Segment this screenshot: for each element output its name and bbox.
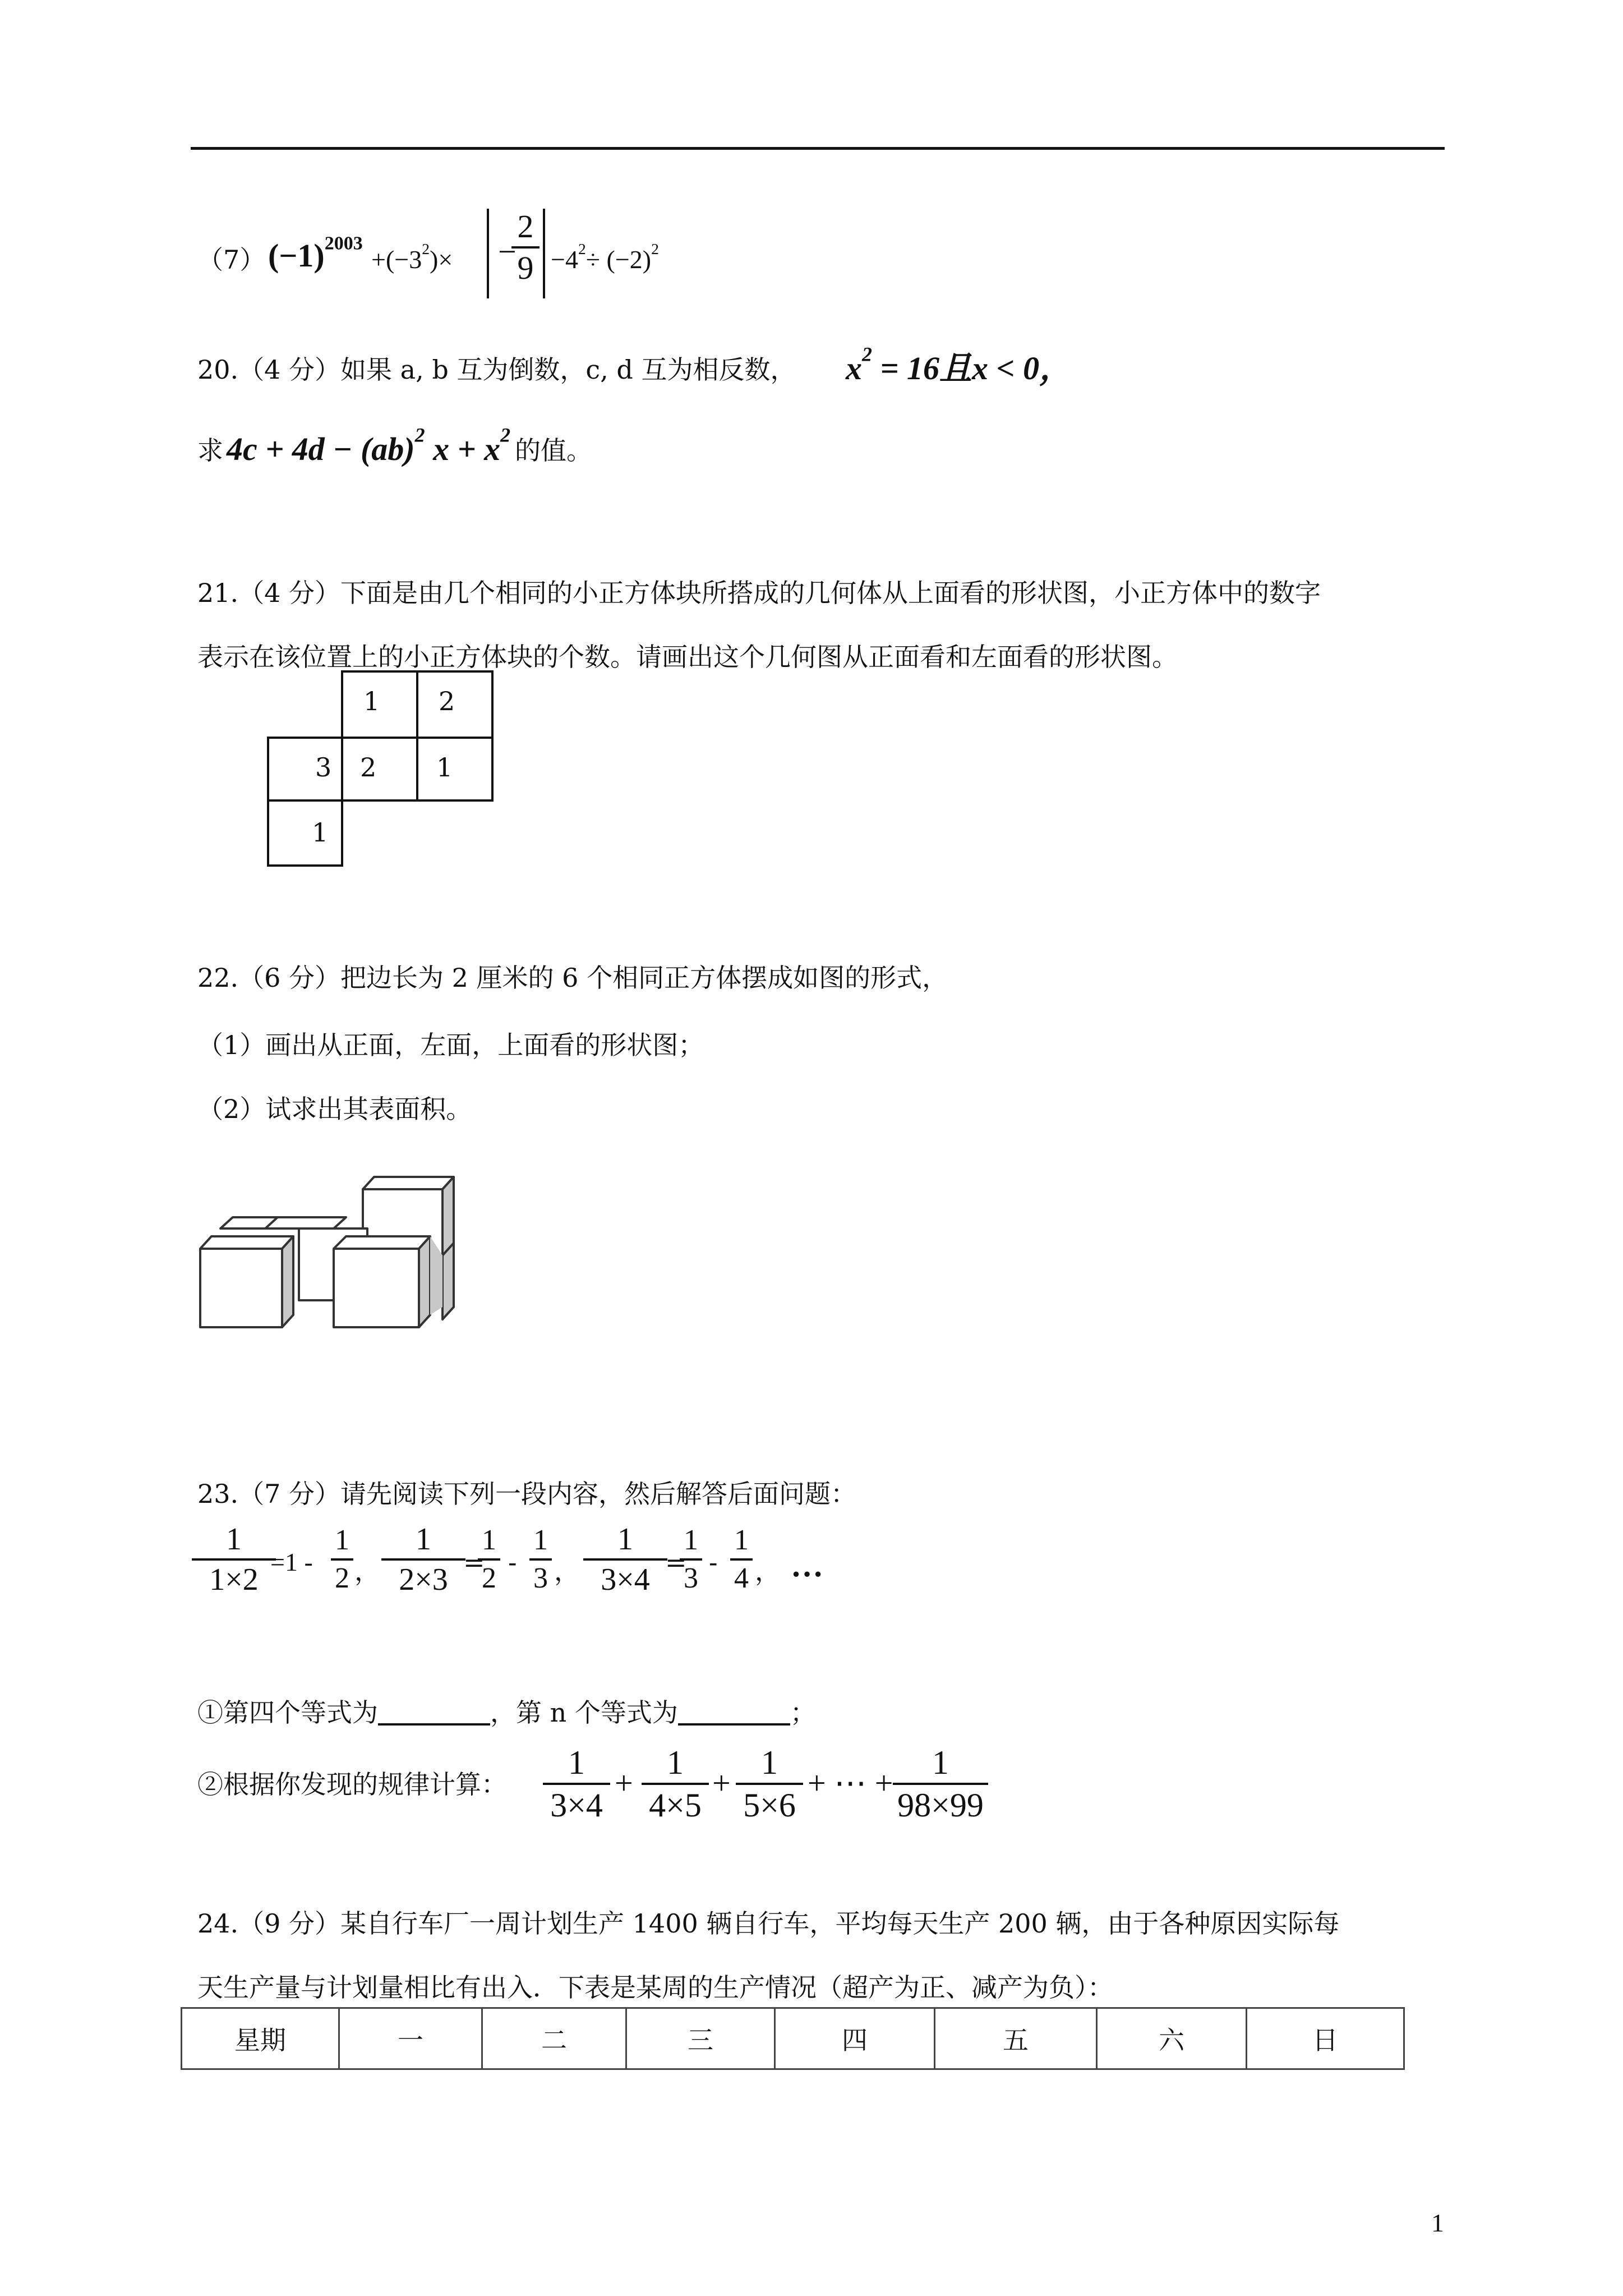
table-cell-wed: 三 xyxy=(626,2008,775,2069)
q23-plus-1: + xyxy=(615,1765,633,1801)
q23-eq3-eq: = xyxy=(665,1547,687,1577)
q22-cube-figure xyxy=(199,1144,457,1337)
q22-line2: （1）画出从正面，左面，上面看的形状图； xyxy=(197,1030,704,1060)
q23-eq1-rhs-frac: 1 2 xyxy=(331,1526,353,1593)
q23-ellipsis: … xyxy=(791,1547,823,1584)
q7-part-d: $-4^2\div (-2)^2$ xyxy=(551,240,659,274)
q20-line2-post: 的值。 xyxy=(515,435,592,466)
q23-sum-term-1: 1 3×4 xyxy=(543,1746,610,1822)
q23-comma-3: ， xyxy=(755,1556,781,1586)
q7-abs-left xyxy=(487,209,489,298)
grid-cell-r2c1: 3 xyxy=(315,752,332,783)
q24-line2: 天生产量与计划量相比有出入．下表是某周的生产情况（超产为正、减产为负）： xyxy=(197,1972,1113,2003)
q23-comma-1: ， xyxy=(354,1556,380,1586)
grid-cell-r2c3: 1 xyxy=(436,752,453,783)
cubes-svg xyxy=(199,1144,457,1335)
q23-comma-2: ， xyxy=(554,1556,580,1586)
q23-eq1-lhs: 1 1×2 xyxy=(192,1524,276,1595)
q7-frac-sign: − xyxy=(498,233,517,270)
q23-sum-last: 1 98×99 xyxy=(893,1746,988,1822)
q7-abs-right xyxy=(543,209,545,298)
q23-item2-label: ②根据你发现的规律计算： xyxy=(197,1769,507,1800)
q23-item1: ①第四个等式为 ，第 n 个等式为 ； xyxy=(197,1697,816,1728)
q21-line1: 21.（4 分）下面是由几个相同的小正方体块所搭成的几何体从上面看的形状图，小正方体中的数字 xyxy=(197,578,1321,608)
table-cell-header: 星期 xyxy=(182,2008,339,2069)
q23-eq3-lhs: 1 3×4 xyxy=(583,1524,667,1595)
q23-plus-2: + xyxy=(712,1765,731,1801)
q23-sum-term-2: 1 4×5 xyxy=(642,1746,709,1822)
table-cell-thu: 四 xyxy=(775,2008,935,2069)
q7-part-a: $(-1)^{2003}$ xyxy=(268,233,363,274)
q20-condition: $x^2 = 16$且x < 0， xyxy=(846,343,1072,386)
q21-line2: 表示在该位置上的小正方体块的个数。请画出这个几何图从正面看和左面看的形状图。 xyxy=(197,642,1178,672)
q23-eq2-b: 1 3 xyxy=(529,1526,552,1593)
table-row xyxy=(182,2008,1404,2069)
grid-cell-r3c1: 1 xyxy=(312,817,329,848)
table-cell-sat: 六 xyxy=(1097,2008,1247,2069)
q7-fraction: 2 9 xyxy=(511,210,540,284)
q23-eq3-b: 1 4 xyxy=(730,1526,753,1593)
q21-grid-svg xyxy=(267,670,502,895)
grid-cell-r1c3: 2 xyxy=(439,686,455,716)
q24-line1: 24.（9 分）某自行车厂一周计划生产 1400 辆自行车，平均每天生产 200 辆，由于各种原因实际每 xyxy=(197,1908,1340,1939)
q20-expression: 4c + 4d − (ab)$^2$ $x + x^2$ xyxy=(227,424,511,467)
q23-eq2-eq: = xyxy=(463,1547,485,1577)
q20-line1: 20.（4 分）如果 a, b 互为倒数，c, d 互为相反数， xyxy=(197,355,796,385)
grid-cell-r2c2: 2 xyxy=(360,752,377,783)
q23-eq3-a: 1 3 xyxy=(680,1526,702,1593)
grid-cell-r1c2: 1 xyxy=(363,686,380,716)
q22-line3: （2）试求出其表面积。 xyxy=(197,1094,472,1124)
q21-top-view-grid xyxy=(267,670,502,897)
table-cell-tue: 二 xyxy=(482,2008,626,2069)
table-cell-mon: 一 xyxy=(339,2008,482,2069)
q23-eq1-rhs: =1 - xyxy=(270,1548,313,1576)
q22-line1: 22.（6 分）把边长为 2 厘米的 6 个相同正方体摆成如图的形式， xyxy=(197,963,948,993)
q23-sum-term-3: 1 5×6 xyxy=(736,1746,803,1822)
q23-blank-nth[interactable] xyxy=(678,1701,790,1726)
page-number: 1 xyxy=(1431,2208,1444,2237)
q23-eq2-a: 1 2 xyxy=(478,1526,500,1593)
q23-eq2-minus: - xyxy=(508,1547,517,1577)
q23-line1: 23.（7 分）请先阅读下列一段内容，然后解答后面问题： xyxy=(197,1479,857,1509)
table-cell-fri: 五 xyxy=(935,2008,1097,2069)
q23-dots: + ⋯ + xyxy=(808,1765,893,1801)
q23-eq2-lhs: 1 2×3 xyxy=(381,1524,465,1595)
q23-blank-4th[interactable] xyxy=(378,1701,490,1726)
q23-eq3-minus: - xyxy=(709,1547,718,1577)
q7-label: （7） xyxy=(197,245,266,275)
q24-production-table xyxy=(181,2007,1405,2070)
table-cell-sun: 日 xyxy=(1247,2008,1404,2069)
q7-part-b: $+(-3^2)\times$ xyxy=(371,240,453,274)
q20-line2-pre: 求 xyxy=(197,435,223,466)
header-rule xyxy=(191,147,1445,150)
